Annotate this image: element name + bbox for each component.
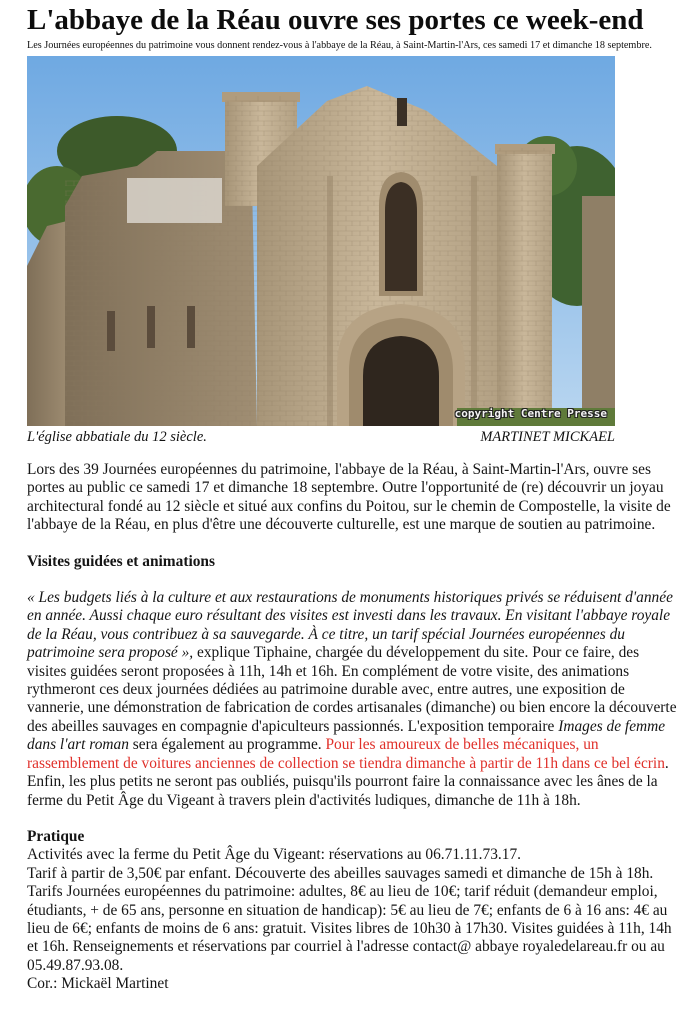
body-text-1: Pour ce faire, des visites guidées seront proposées à 11h, 14h et 16h. En complément de votre visite, des animations rythmeront ces deux journées dédiées au patrimoine durable avec, entre autres, une exposition de vannerie, une démonstration de fabrication de cordes artisanales (dimanche) ou bien encore la découverte des abeilles sauvages en compagnie d'apiculteurs passionnés. L'exposition temporaire [27,644,677,735]
subheadline: Les Journées européennes du patrimoine vous donnent rendez-vous à l'abbaye de la Réau, à Saint-Martin-l'Ars, ces samedi 17 et dimanche 18 septembre. [27,40,652,51]
main-paragraph [27,589,682,810]
quote-text: « Les budgets liés à la culture et aux restaurations de monuments historiques privés se réduisent d'année en année. Aussi chaque euro résultant des visites est investi dans les travaux. En visitant l'abbaye royale de la Réau, vous contribuez à sa sauvegarde. À ce titre, un tarif spécial Journées européennes du patrimoine sera proposé », [27,589,673,662]
photo-caption-row [27,428,615,446]
photo-credit: MARTINET MICKAEL [480,429,615,445]
body-text-3: . Enfin, les plus petits ne seront pas oubliés, puisqu'ils pourront faire la connaissance avec les ânes de la ferme du Petit Âge du Vigeant à travers plein d'activités ludiques, dimanche de 11h à 18h. [27,754,669,809]
article-body [27,461,682,994]
abbey-illustration [27,56,615,426]
abbey-church-photo [27,56,615,426]
section-title: Visites guidées et animations [27,552,215,570]
author-credit: Cor.: Mickaël Martinet [27,975,169,993]
quote-attribution: explique Tiphaine, chargée du développement du site. [193,644,529,662]
headline: L'abbaye de la Réau ouvre ses portes ce week-end [27,4,644,36]
pratique-title: Pratique [27,827,85,845]
pratique-block [27,846,682,993]
body-text-2: sera également au programme. [128,736,326,754]
exhibition-title: Images de femme dans l'art roman [27,717,666,754]
intro-paragraph: Lors des 39 Journées européennes du patrimoine, l'abbaye de la Réau, à Saint-Martin-l'Ars, ouvre ses portes au public ce samedi 17 et dimanche 18 septembre. Outre l'opportunité de (re) découvrir un joyau architectural fondé au 12 siècle et situé aux confins du Poitou, sur le chemin de Compostelle, la visite de l'abbaye de la Réau, en plus d'être une découverte culturelle, est une marque de soutien au patrimoine. [27,461,671,534]
pratique-line: Tarifs Journées européennes du patrimoine: adultes, 8€ au lieu de 10€; tarif réduit (demandeur emploi, étudiants, + de 65 ans, personne en situation de handicap): 5€ au lieu de 7€; enfants de 6 à 16 ans: 4€ au lieu de 6€; enfants de moins de 6 ans: gratuit. Visites libres de 10h30 à 17h30. Visites guidées à 11h, 14h et 16h. Renseignements et réservations par courriel à l'adresse contact@ abbaye royaledelareau.fr ou au 05.49.87.93.08. [27,883,672,974]
pratique-line: Tarif à partir de 3,50€ par enfant. Découverte des abeilles sauvages samedi et dimanche de 15h à 18h. [27,864,654,882]
photo-caption: L'église abbatiale du 12 siècle. [27,429,207,445]
highlighted-text: Pour les amoureux de belles mécaniques, un rassemblement de voitures anciennes de collection se tiendra dimanche à partir de 11h dans ce bel écrin [27,736,665,772]
photo-watermark: copyright Centre Presse [454,407,607,420]
pratique-line: Activités avec la ferme du Petit Âge du Vigeant: réservations au 06.71.11.73.17. [27,846,522,864]
